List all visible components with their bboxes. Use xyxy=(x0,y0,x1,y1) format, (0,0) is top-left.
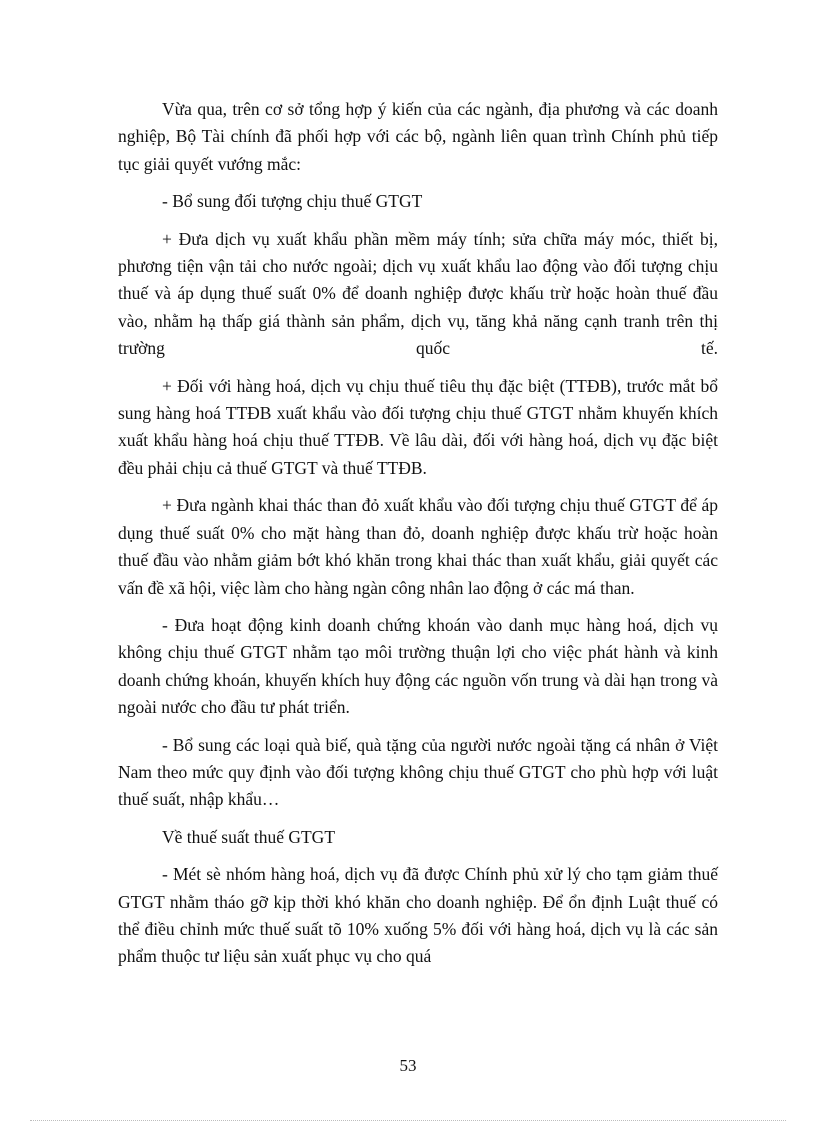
paragraph-tax-rate-reduction: - Mét sè nhóm hàng hoá, dịch vụ đã được Chính phủ xử lý cho tạm giảm thuế GTGT nhằm tháo gỡ kịp thời khó khăn cho doanh nghiệp. Để ổn định Luật thuế có thể điều chỉnh mức thuế suất tõ 10% xuống 5% đối với hàng hoá, dịch vụ là các sản phẩm thuộc tư liệu sản xuất phục vụ cho quá xyxy=(118,864,718,967)
paragraph-heading-tax-rate: Về thuế suất thuế GTGT xyxy=(162,826,336,847)
paragraph-red-coal: + Đưa ngành khai thác than đỏ xuất khẩu vào đối tượng chịu thuế GTGT để áp dụng thuế suất 0% cho mặt hàng than đỏ, doanh nghiệp được khấu trừ hoặc hoàn thuế đầu vào nhằm giảm bớt khó khăn trong khai thác than xuất khẩu, giải quyết các vấn đề xã hội, việc làm cho hàng ngàn công nhân lao động ở các má than. xyxy=(118,495,718,598)
paragraph-gifts: - Bổ sung các loại quà biế, quà tặng của người nước ngoài tặng cá nhân ở Việt Nam theo mức quy định vào đối tượng không chịu thuế GTGT cho phù hợp với luật thuế suất, nhập khẩu… xyxy=(118,734,718,810)
paragraph-intro: Vừa qua, trên cơ sở tổng hợp ý kiến của các ngành, địa phương và các doanh nghiệp, Bộ Tài chính đã phối hợp với các bộ, ngành liên quan trình Chính phủ tiếp tục giải quyết vướng mắc: xyxy=(118,99,718,174)
page-bottom-rule xyxy=(30,1120,786,1121)
paragraph-heading-taxable-objects: - Bổ sung đối tượng chịu thuế GTGT xyxy=(162,191,423,212)
paragraph-software-export: + Đưa dịch vụ xuất khẩu phần mềm máy tính; sửa chữa máy móc, thiết bị, phương tiện vận tải cho nước ngoài; dịch vụ xuất khẩu lao động vào đối tượng chịu thuế và áp dụng thuế suất 0% để doanh nghiệp được khấu trừ hoặc hoàn thuế đầu vào, nhằm hạ thấp giá thành sản phẩm, dịch vụ, tăng khả năng cạnh tranh trên thị trường quốc tế. xyxy=(118,228,718,359)
paragraph-securities: - Đưa hoạt động kinh doanh chứng khoán vào danh mục hàng hoá, dịch vụ không chịu thuế GTGT nhằm tạo môi trường thuận lợi cho việc phát hành và kinh doanh chứng khoán, khuyến khích huy động các nguồn vốn trung và dài hạn trong và ngoài nước cho đầu tư phát triển. xyxy=(118,614,718,718)
paragraph-special-consumption-tax: + Đối với hàng hoá, dịch vụ chịu thuế tiêu thụ đặc biệt (TTĐB), trước mắt bổ sung hàng hoá TTĐB xuất khẩu vào đối tượng chịu thuế GTGT nhằm khuyến khích xuất khẩu hàng hoá chịu thuế TTĐB. Về lâu dài, đối với hàng hoá, dịch vụ đặc biệt đều phải chịu cả thuế GTGT và thuế TTĐB. xyxy=(118,375,718,478)
document-body xyxy=(118,96,718,981)
page-number: 53 xyxy=(399,1056,417,1075)
